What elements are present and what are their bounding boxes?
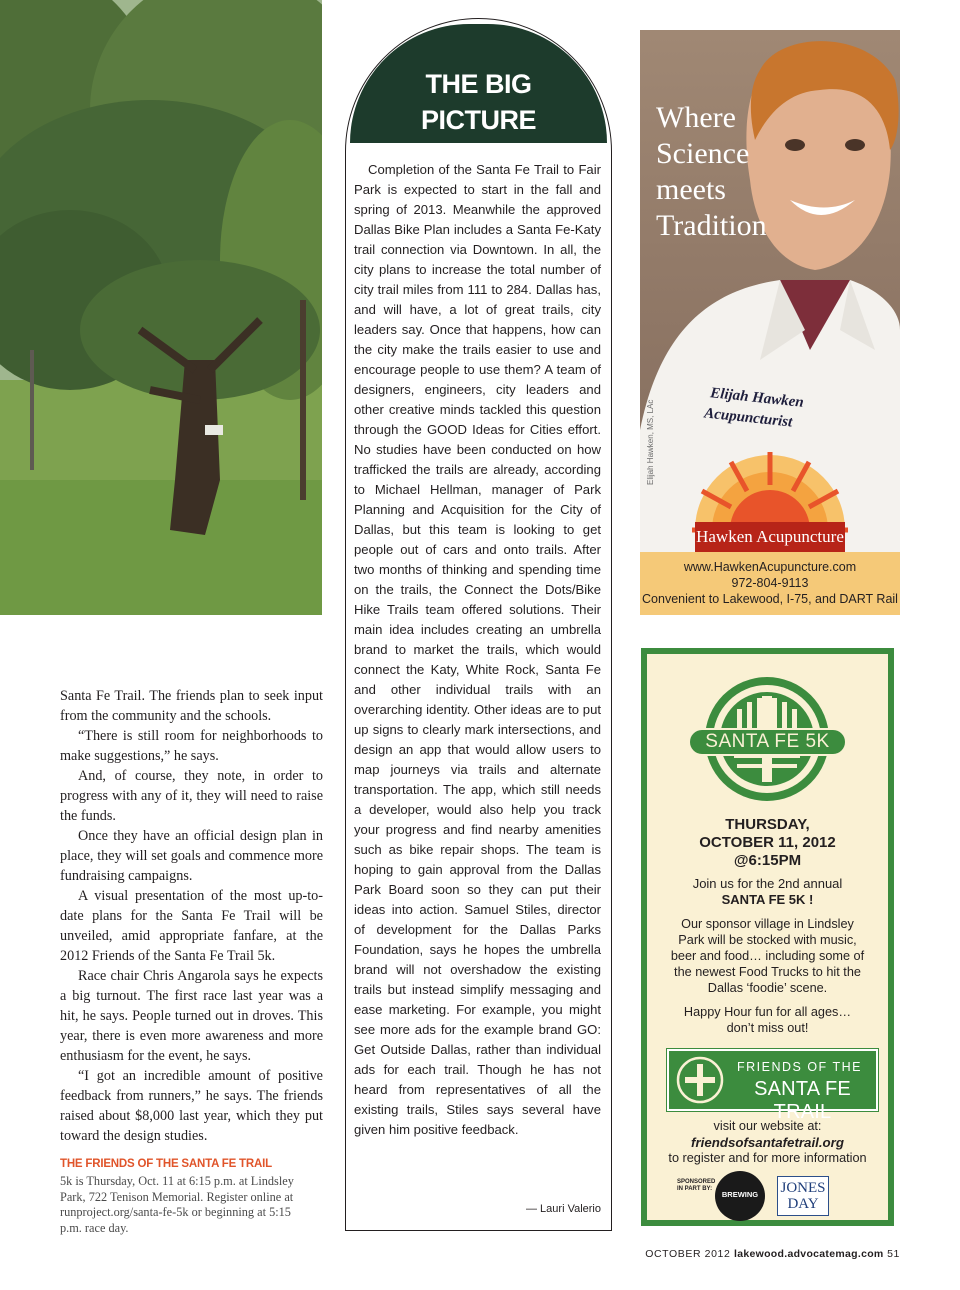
page-folio — [645, 1248, 900, 1260]
sidebar-body — [354, 160, 601, 1140]
article-paragraph: And, of course, they note, in order to progress with any of it, they will need to raise the funds. — [60, 768, 323, 824]
sidebar-paragraph: Completion of the Santa Fe Trail to Fair Park is expected to start in the fall and spring of 2013. Meanwhile the approved Dallas Bike Plan includes a Santa Fe-Katy trail connection via Downtown. In all, the city plans to increase the total number of city trail miles from 111 to 284. Dallas has, and will have, a lot of great trails, city leaders say. Once that happens, how can the city make the trails easier to use and encourage people to use them? A team of designers, engineers, city leaders and other creative minds tackled this question through the GOOD Ideas for Cities effort. No studies have been conducted on how trafficked the trails are already, according to Michael Hellman, manager of Park Planning and Acquisition for the City of Dallas, but this team is looking to get people out of cars and onto trails. After two months of thinking and spending time on the trails, the Connect the Dots/Bike Hike Trails team offered solutions. Their main idea includes creating an umbrella brand to market the trails, which would connect the Katy, White Rock, Santa Fe and other individual trails with an overarching identity. Other ideas are to put up signs to clearly mark intersections, and design an app that would allow users to map journeys via trails and alternate transportation. The app, which still needs a developer, would also help you track your progress and find nearby amenities such as bike repair shops. The team is hoping to gain approval from the Dallas Park Board soon so they can put their ideas into action. Samuel Stiles, director of development for the Dallas Parks Foundation, says he hopes the umbrella brand will not overshadow the existing trails but instead simplify messaging and ease marketing. For example, you might see more ads for the example brand GO: Get Outside Dallas, rather than individual ads for each trail. Though he has not heard from representatives of all the existing trails, Stiles says several have given him positive feedback. — [354, 162, 601, 1137]
sidebar-title-line1: THE BIG — [425, 69, 532, 99]
tree-photo — [0, 0, 322, 615]
tagline-line: Where — [656, 101, 736, 134]
acupuncture-logo: Hawken Acupuncture — [695, 522, 845, 552]
article-paragraph: “There is still room for neighborhoods to make suggestions,” he says. — [60, 728, 323, 764]
article-paragraph: “I got an incredible amount of positive feedback from runners,” he says. The friends raised about $8,000 last year, which they put toward the design studies. — [60, 1068, 323, 1144]
page-number: 51 — [887, 1248, 900, 1260]
date-line: THURSDAY, — [725, 816, 810, 833]
article-paragraph: Race chair Chris Angarola says he expects a big turnout. The first race last year was a hit, he says. People turned out in droves. This year, there is even more awareness and more enthusiasm for the event, he says. — [60, 968, 323, 1064]
photo-credit: Elijah Hawken, MS, LAc — [646, 399, 655, 485]
friends-line2: SANTA FE TRAIL — [754, 1078, 851, 1123]
sponsored-label: SPONSORED IN PART BY: — [677, 1179, 716, 1192]
join-line: Join us for the 2nd annual — [692, 876, 843, 891]
friends-line1: FRIENDS OF THE — [737, 1060, 862, 1074]
visit-line: to register and for more information — [668, 1151, 867, 1165]
article-paragraph: A visual presentation of the most up-to-date plans for the Santa Fe Trail will be unveiled, amid appropriate fanfare, at the 2012 Friends of the Santa Fe Trail 5k. — [60, 888, 323, 964]
acupuncture-ad[interactable] — [640, 30, 900, 615]
jones-day-sponsor-logo: JONES DAY — [777, 1176, 829, 1216]
ad-location: Convenient to Lakewood, I-75, and DART Rail — [642, 592, 898, 606]
join-text — [647, 876, 888, 908]
happy-hour-text: Happy Hour fun for all ages… don’t miss out! — [683, 1005, 852, 1035]
visit-text — [647, 1119, 888, 1167]
article-paragraph: Santa Fe Trail. The friends plan to seek input from the community and the schools. — [60, 688, 323, 724]
sidebar-credit: — Lauri Valerio — [526, 1203, 601, 1215]
badge-label: SANTA FE 5K — [705, 731, 830, 752]
event-info-heading: THE FRIENDS OF THE SANTA FE TRAIL — [60, 1158, 272, 1170]
ad-website[interactable]: www.HawkenAcupuncture.com — [683, 560, 857, 574]
visit-website-link[interactable]: friendsofsantafetrail.org — [691, 1134, 844, 1150]
sidebar-title — [350, 24, 607, 143]
tagline-line: meets — [656, 173, 726, 206]
tagline-line: Tradition — [656, 209, 767, 242]
tree-illustration — [0, 0, 322, 615]
visit-line: visit our website at: — [713, 1119, 822, 1133]
coat-embroidery-title: Acupuncturist — [703, 405, 794, 431]
event-date — [647, 816, 888, 870]
friends-logo — [667, 1049, 878, 1123]
sponsor-village-text: Our sponsor village in Lindsley Park will be stocked with music, beer and food… including some of the newest Food Trucks to hit the Dallas ‘foodie’ scene. — [670, 917, 865, 995]
article-body — [60, 686, 323, 1146]
date-line: OCTOBER 11, 2012 — [699, 834, 836, 851]
friends-badge-icon — [676, 1056, 724, 1104]
coat-embroidery-name: Elijah Hawken — [709, 385, 805, 411]
join-line-bold: SANTA FE 5K ! — [721, 892, 814, 907]
ad-panel — [647, 654, 888, 1220]
santa-fe-5k-ad[interactable] — [641, 648, 894, 1226]
folio-issue: OCTOBER 2012 — [645, 1248, 731, 1260]
event-info-text: 5k is Thursday, Oct. 11 at 6:15 p.m. at Lindsley Park, 722 Tenison Memorial. Register online at runproject.org/santa-fe-5k or beginning at 5:15 p.m. race day. — [60, 1174, 294, 1235]
ad-contact-footer — [640, 552, 900, 615]
brewing-sponsor-logo: BREWING — [715, 1171, 765, 1221]
article-paragraph: Once they have an official design plan in place, they will set goals and commence more fundraising campaigns. — [60, 828, 323, 884]
ad-phone: 972-804-9113 — [731, 576, 809, 590]
ad-tagline — [656, 100, 767, 244]
folio-site: lakewood.advocatemag.com — [733, 1248, 884, 1260]
date-line: @6:15PM — [733, 852, 802, 869]
sidebar-title-line2: PICTURE — [420, 105, 536, 135]
tagline-line: Science — [656, 137, 750, 170]
